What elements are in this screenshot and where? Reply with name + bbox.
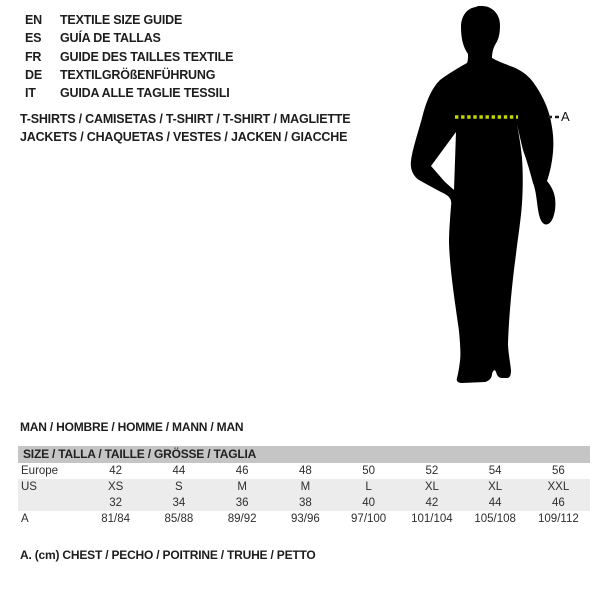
language-row-en bbox=[25, 11, 233, 29]
gender-heading: MAN / HOMBRE / HOMME / MANN / MAN bbox=[20, 420, 244, 434]
table-cell: 97/100 bbox=[351, 513, 387, 525]
measure-label-a: A bbox=[561, 109, 570, 124]
table-cell: 56 bbox=[551, 465, 565, 477]
man-silhouette-figure bbox=[400, 0, 570, 390]
table-cell: 81/84 bbox=[101, 513, 131, 525]
language-row-de bbox=[25, 66, 233, 84]
table-cell: XXL bbox=[547, 481, 570, 493]
language-code: FR bbox=[25, 49, 42, 64]
table-row-us bbox=[18, 479, 590, 495]
category-line-jackets: JACKETS / CHAQUETAS / VESTES / JACKEN / GIACCHE bbox=[20, 130, 348, 144]
row-label: A bbox=[21, 513, 29, 525]
table-cell: L bbox=[365, 481, 372, 493]
language-code: ES bbox=[25, 31, 42, 46]
table-cell: 85/88 bbox=[164, 513, 194, 525]
table-cell: 34 bbox=[172, 497, 186, 509]
garment-categories bbox=[20, 110, 390, 146]
guide-title-en: TEXTILE SIZE GUIDE bbox=[60, 13, 183, 27]
table-row-europe bbox=[18, 463, 590, 479]
guide-title-it: GUIDA ALLE TAGLIE TESSILI bbox=[60, 86, 230, 101]
row-label bbox=[18, 495, 84, 511]
table-cell: 109/112 bbox=[538, 513, 579, 525]
row-label: Europe bbox=[21, 465, 59, 477]
table-cell: 52 bbox=[425, 465, 439, 477]
size-table bbox=[18, 446, 590, 527]
table-cell: 44 bbox=[488, 497, 502, 509]
table-cell: 48 bbox=[298, 465, 312, 477]
category-line-tshirts: T-SHIRTS / CAMISETAS / T-SHIRT / T-SHIRT / MAGLIETTE bbox=[20, 112, 351, 126]
figure-area bbox=[400, 0, 570, 390]
language-row-fr bbox=[25, 48, 233, 66]
man-silhouette bbox=[411, 6, 556, 383]
row-label: US bbox=[21, 481, 37, 493]
table-cell: M bbox=[300, 481, 311, 493]
guide-title-fr: GUIDE DES TAILLES TEXTILE bbox=[60, 49, 234, 64]
table-cell: 89/92 bbox=[227, 513, 257, 525]
table-cell: M bbox=[237, 481, 247, 493]
table-cell: 36 bbox=[235, 497, 249, 509]
language-title-list bbox=[25, 11, 233, 102]
guide-title-es: GUÍA DE TALLAS bbox=[60, 31, 161, 46]
table-cell: XL bbox=[488, 481, 503, 493]
table-row-chest-a bbox=[18, 511, 590, 527]
table-cell: 42 bbox=[425, 497, 439, 509]
guide-title-de: TEXTILGRÖßENFÜHRUNG bbox=[60, 67, 216, 82]
table-cell: S bbox=[175, 481, 183, 493]
table-cell: 42 bbox=[109, 465, 123, 477]
table-cell: 54 bbox=[488, 465, 502, 477]
table-cell: 50 bbox=[362, 465, 376, 477]
table-cell: 38 bbox=[298, 497, 312, 509]
table-cell: 101/104 bbox=[411, 513, 453, 525]
language-row-es bbox=[25, 29, 233, 47]
language-code: EN bbox=[25, 13, 42, 27]
table-cell: 105/108 bbox=[474, 513, 516, 525]
language-code: DE bbox=[25, 67, 42, 82]
table-cell: 46 bbox=[551, 497, 565, 509]
table-cell: XS bbox=[107, 481, 124, 493]
language-row-it bbox=[25, 84, 233, 102]
table-cell: 32 bbox=[109, 497, 123, 509]
table-cell: 93/96 bbox=[290, 513, 320, 525]
table-cell: 44 bbox=[172, 465, 186, 477]
language-code: IT bbox=[25, 86, 36, 101]
size-table-header: SIZE / TALLA / TAILLE / GRÖSSE / TAGLIA bbox=[18, 446, 590, 463]
table-cell: 40 bbox=[362, 497, 376, 509]
table-cell: XL bbox=[424, 481, 439, 493]
table-row-numeric bbox=[18, 495, 590, 511]
measurement-footnote: A. (cm) CHEST / PECHO / POITRINE / TRUHE / PETTO bbox=[20, 548, 316, 562]
table-cell: 46 bbox=[235, 465, 249, 477]
